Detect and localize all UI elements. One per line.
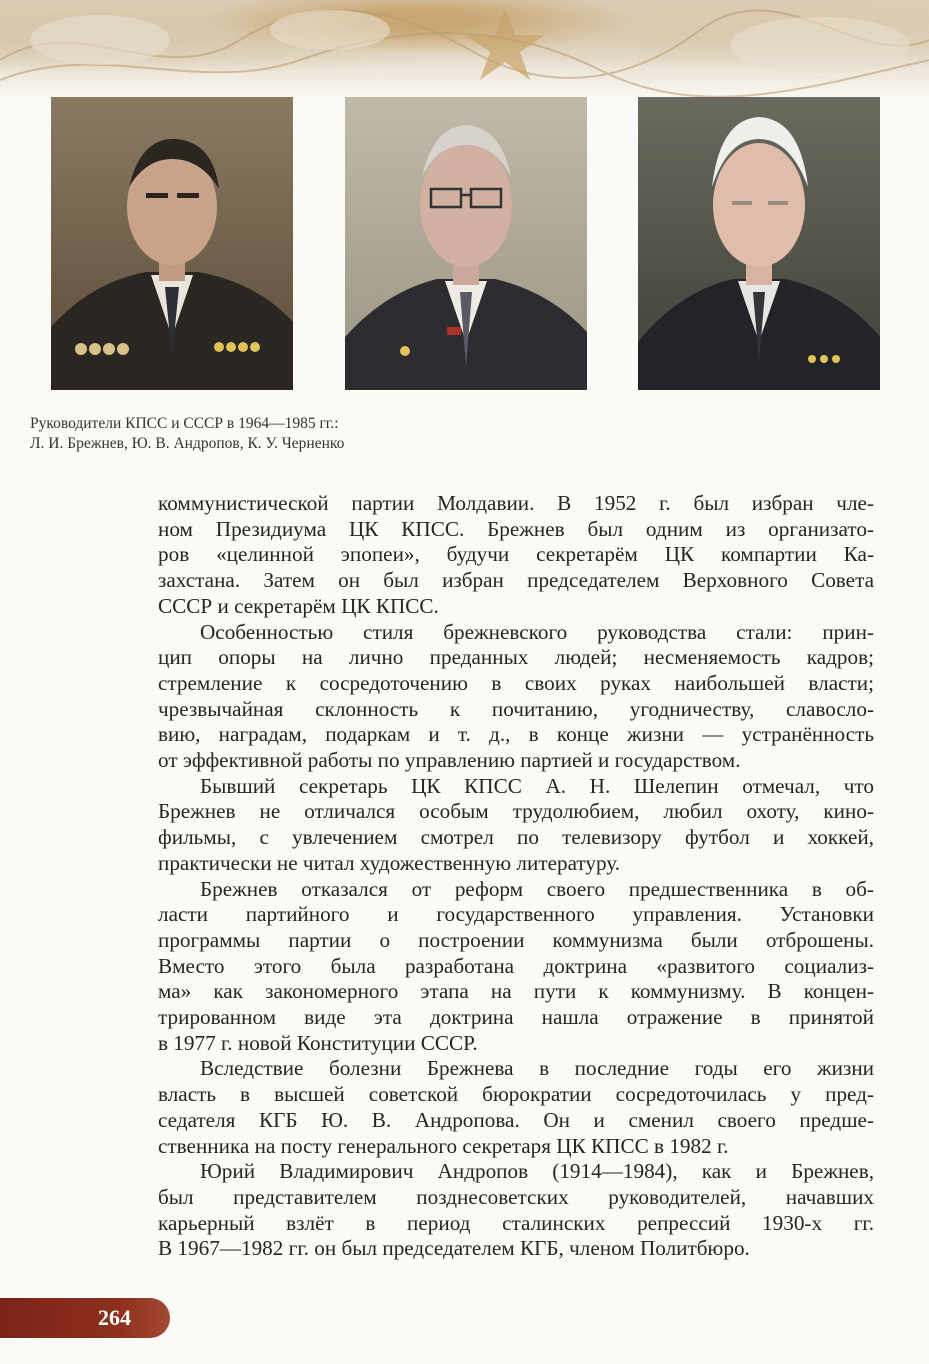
text-line: в 1977 г. новой Конституции СССР. [158, 1030, 478, 1055]
text-line: коммунистической партии Молдавии. В 1952 г. был избран чле- [158, 491, 874, 515]
page-number: 264 [98, 1305, 131, 1330]
text-line: программы партии о построении коммунизма были отброшены. [158, 927, 874, 952]
text-line: был представителем позднесоветских руководителей, начавших [158, 1184, 874, 1209]
text-line: ственника на посту генерального секретаря ЦК КПСС в 1982 г. [158, 1133, 729, 1158]
text-line: Вместо этого была разработана доктрина «развитого социализ- [158, 953, 874, 978]
text-line: цип опоры на лично преданных людей; несменяемость кадров; [158, 645, 874, 670]
text-line: власть в высшей советской бюрократии сосредоточилась у пред- [158, 1082, 874, 1107]
text-line: практически не читал художественную литературу. [158, 850, 621, 875]
photo-caption [30, 414, 590, 454]
text-line: от эффективной работы по управлению партией и государством. [158, 748, 741, 773]
text-line: стремление к сосредоточению в своих руках наибольшей власти; [158, 670, 874, 695]
portrait-brezhnev [51, 97, 293, 390]
text-line: фильмы, с увлечением смотрел по телевизору футбол и хоккей, [158, 825, 874, 850]
text-line: Брежнев не отличался особым трудолюбием, любил охоту, кино- [158, 799, 874, 824]
text-line: чрезвычайная склонность к почитанию, угодничеству, славосло- [158, 696, 874, 721]
text-line: седателя КГБ Ю. В. Андропова. Он и сменил своего предше- [158, 1107, 874, 1132]
text-line: В 1967—1982 гг. он был председателем КГБ, членом Политбюро. [158, 1236, 750, 1261]
text-line: ров «целинной эпопеи», будучи секретарём ЦК компартии Ка- [158, 542, 874, 567]
portrait-chernenko [638, 97, 880, 390]
text-line: ма» как закономерного этапа на пути к коммунизму. В концен- [158, 979, 874, 1004]
text-line: захстана. Затем он был избран председателем Верховного Совета [158, 568, 874, 593]
text-line: карьерный взлёт в период сталинских репрессий 1930-х гг. [158, 1210, 874, 1235]
caption-line-2: Л. И. Брежнев, Ю. В. Андропов, К. У. Черненко [30, 435, 345, 452]
text-line: Бывший секретарь ЦК КПСС А. Н. Шелепин отмечал, что [200, 773, 874, 798]
text-line: СССР и секретарём ЦК КПСС. [158, 593, 439, 618]
body-text [158, 491, 874, 1262]
text-line: Юрий Владимирович Андропов (1914—1984), как и Брежнев, [200, 1159, 874, 1184]
text-line: трированном виде эта доктрина нашла отражение в принятой [158, 1005, 874, 1030]
text-line: ном Президиума ЦК КПСС. Брежнев был одним из организато- [158, 516, 874, 541]
portrait-andropov [345, 97, 587, 390]
text-line: Вследствие болезни Брежнева в последние годы его жизни [200, 1056, 874, 1081]
text-line: Особенностью стиля брежневского руководства стали: прин- [200, 619, 874, 644]
caption-line-1: Руководители КПСС и СССР в 1964—1985 гг.: [30, 415, 339, 432]
text-line: Брежнев отказался от реформ своего предшественника в об- [200, 876, 874, 901]
top-decorative-banner [0, 0, 929, 100]
text-line: вию, наградам, подаркам и т. д., в конце жизни — устранённость [158, 722, 874, 747]
text-line: ласти партийного и государственного управления. Установки [158, 902, 874, 927]
